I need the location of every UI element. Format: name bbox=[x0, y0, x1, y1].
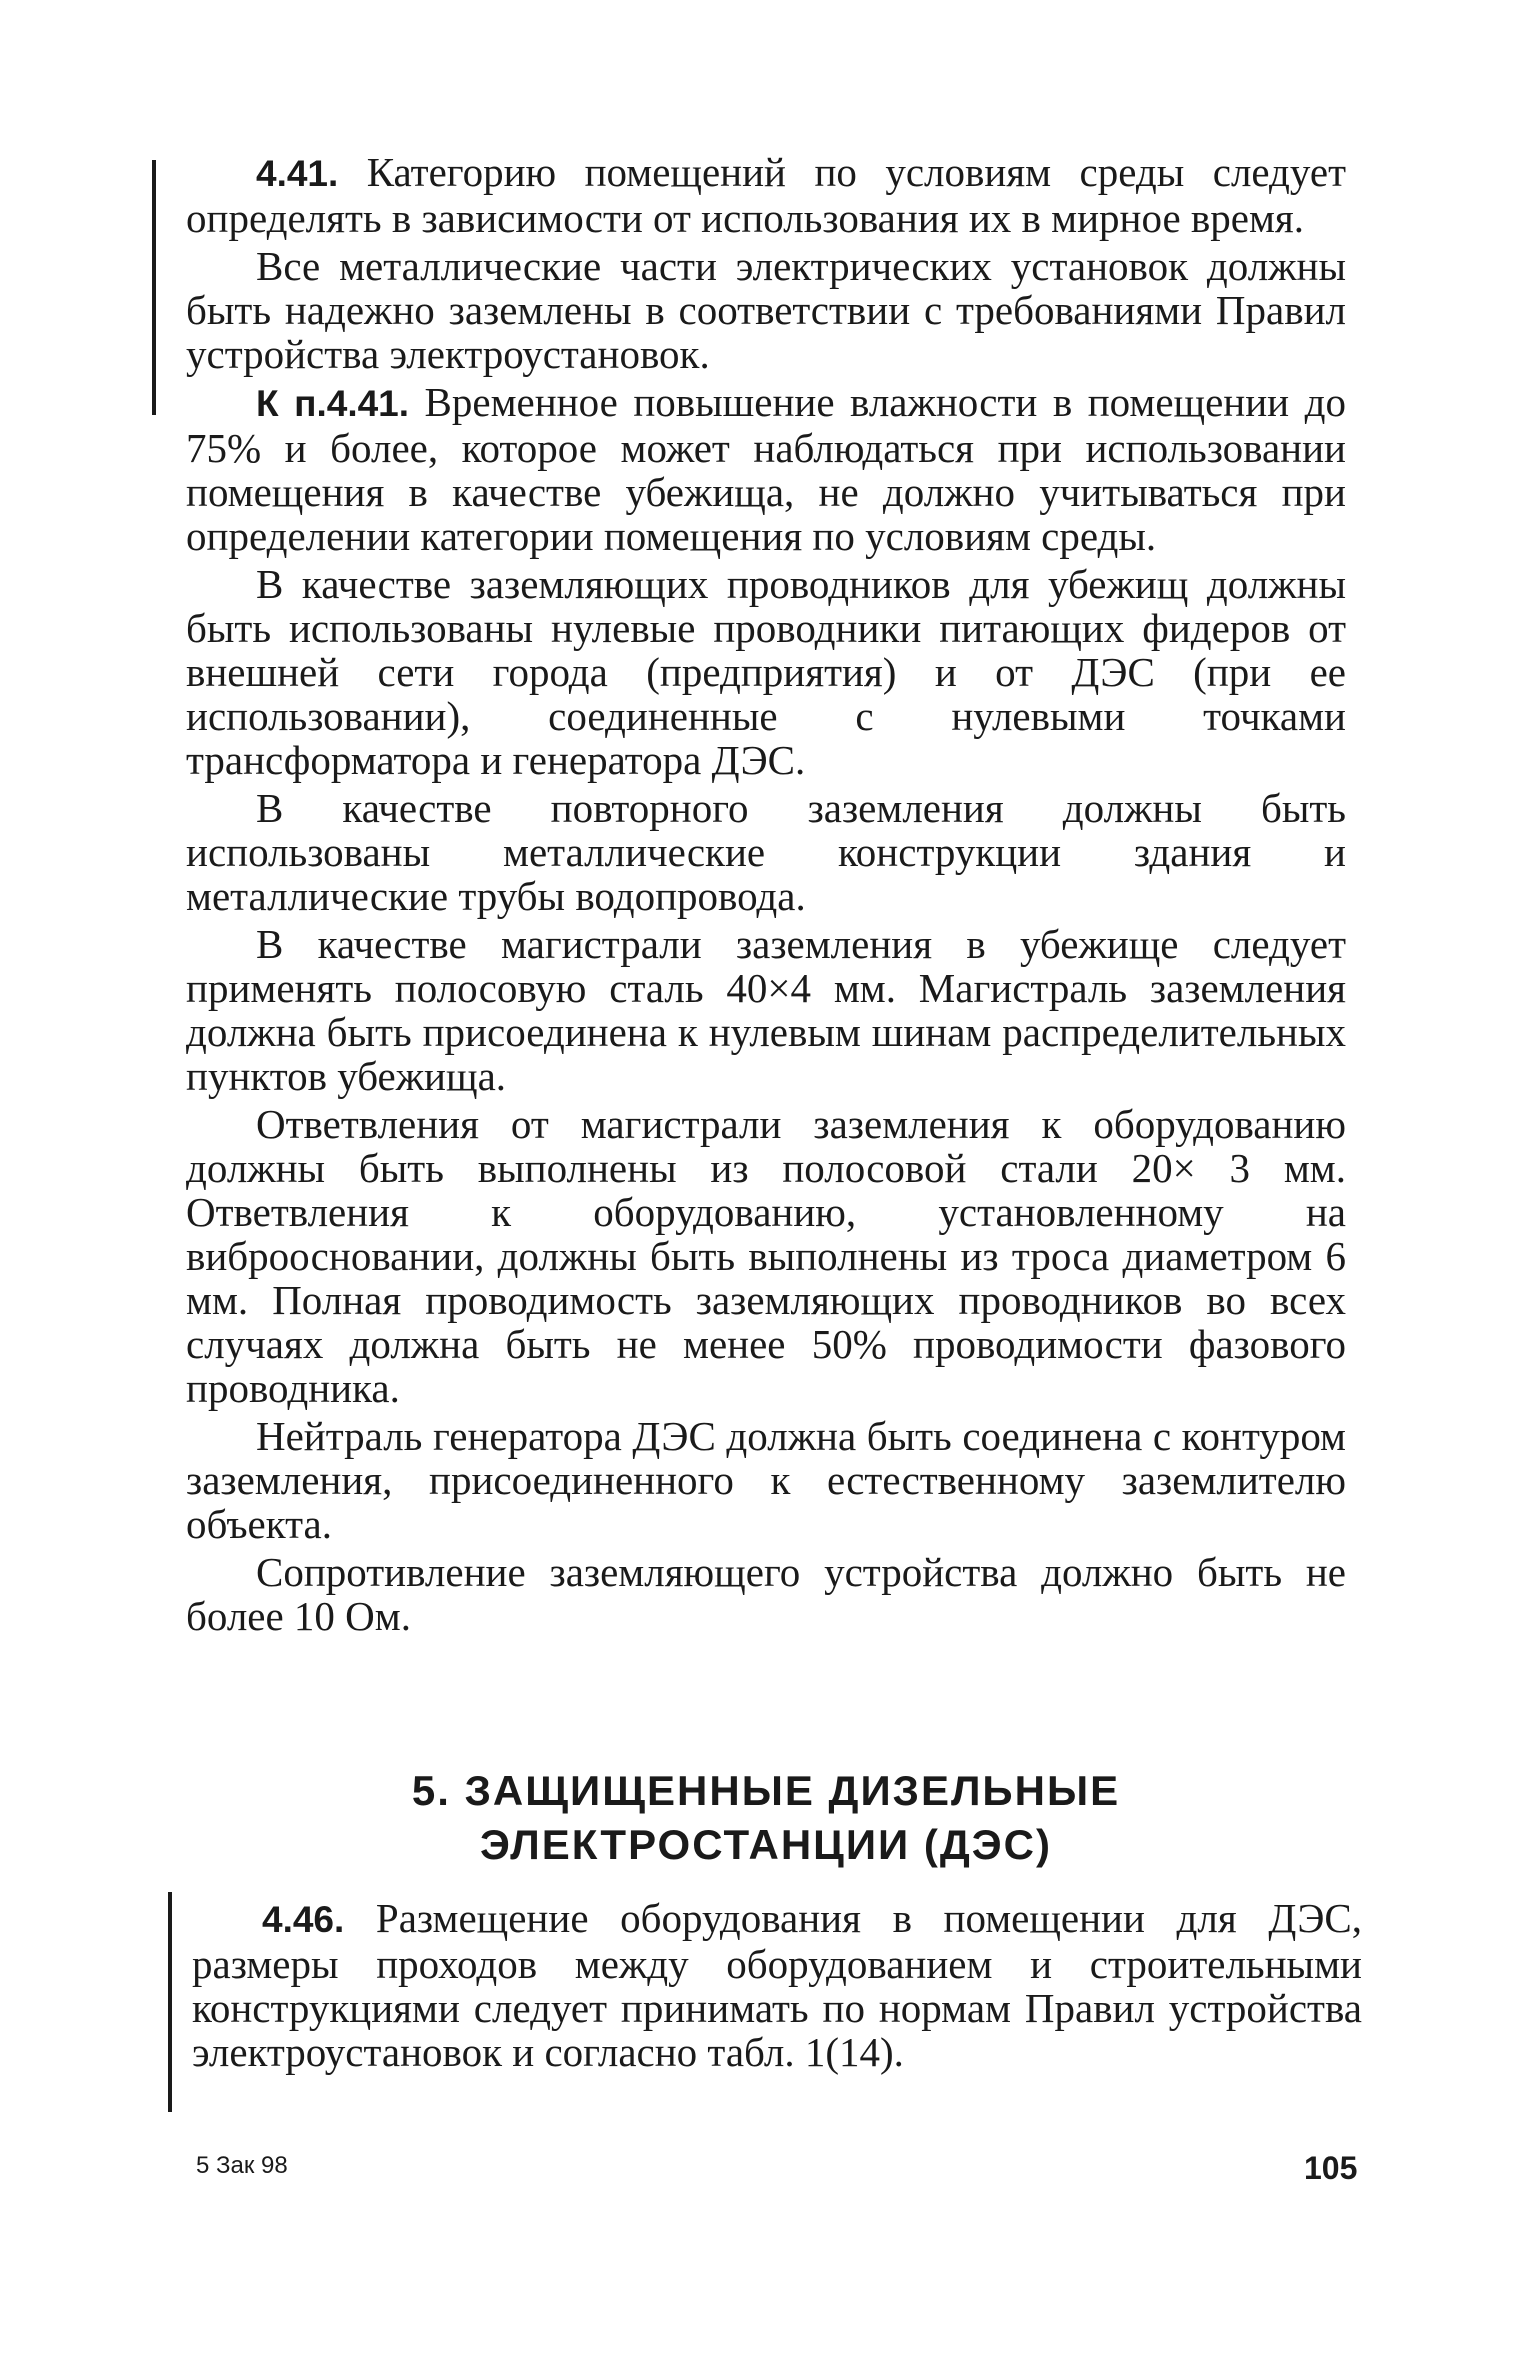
paragraph-text: Все металлические части электрических установок должны быть надежно заземлены в соответствии с требованиями Правил устройства электроустановок. bbox=[186, 243, 1346, 377]
clause-number: К п.4.41. bbox=[256, 383, 410, 424]
paragraph-text: Нейтраль генератора ДЭС должна быть соединена с контуром заземления, присоединенного к естественному заземлителю объекта. bbox=[186, 1413, 1346, 1547]
paragraph bbox=[186, 1550, 1346, 1638]
paragraph bbox=[186, 1414, 1346, 1546]
paragraph-text: В качестве магистрали заземления в убежище следует применять полосовую сталь 40×4 мм. Магистраль заземления должна быть присоединена к нулевым шинам распределительных пунктов убежища. bbox=[186, 921, 1346, 1099]
section-heading-line: ЭЛЕКТРОСТАНЦИИ (ДЭС) bbox=[479, 1821, 1052, 1868]
paragraph-text: Ответвления от магистрали заземления к оборудованию должны быть выполнены из полосовой стали 20× 3 мм. Ответвления к оборудованию, установленному на виброосновании, должны быть выполнены из троса диаметром 6 мм. Полная проводимость заземляющих проводников во всех случаях должна быть не менее 50% проводимости фазового проводника. bbox=[186, 1101, 1346, 1411]
printer-mark: 5 Зак 98 bbox=[196, 2152, 288, 2179]
paragraph-text: Категорию помещений по условиям среды следует определять в зависимости от использования их в мирное время. bbox=[186, 149, 1346, 241]
paragraph bbox=[186, 1102, 1346, 1410]
paragraph-text: В качестве повторного заземления должны быть использованы металлические конструкции здания и металлические трубы водопровода. bbox=[186, 785, 1346, 919]
paragraph-text: Временное повышение влажности в помещении до 75% и более, которое может наблюдаться при использовании помещения в качестве убежища, не должно учитываться при определении категории помещения по условиям среды. bbox=[186, 379, 1346, 559]
body-text-bottom bbox=[192, 1896, 1362, 2078]
body-text-top bbox=[186, 150, 1346, 1642]
paragraph-text: Сопротивление заземляющего устройства должно быть не более 10 Ом. bbox=[186, 1549, 1346, 1639]
change-marker-bar bbox=[152, 160, 156, 415]
section-heading bbox=[186, 1764, 1346, 1872]
page-number: 105 bbox=[1304, 2150, 1358, 2186]
paragraph bbox=[186, 786, 1346, 918]
change-marker-bar bbox=[168, 1892, 172, 2112]
section-heading-line: 5. ЗАЩИЩЕННЫЕ ДИЗЕЛЬНЫЕ bbox=[411, 1767, 1121, 1814]
paragraph bbox=[186, 562, 1346, 782]
paragraph bbox=[186, 244, 1346, 376]
paragraph bbox=[192, 1896, 1362, 2074]
paragraph bbox=[186, 380, 1346, 558]
paragraph bbox=[186, 150, 1346, 240]
paragraph-text: Размещение оборудования в помещении для ДЭС, размеры проходов между оборудованием и строительными конструкциями следует принимать по нормам Правил устройства электроустановок и согласно табл. 1(14). bbox=[192, 1895, 1362, 2075]
clause-number: 4.41. bbox=[256, 153, 339, 194]
paragraph bbox=[186, 922, 1346, 1098]
clause-number: 4.46. bbox=[262, 1899, 345, 1940]
paragraph-text: В качестве заземляющих проводников для убежищ должны быть использованы нулевые проводники питающих фидеров от внешней сети города (предприятия) и от ДЭС (при ее использовании), соединенные с нулевыми точками трансформатора и генератора ДЭС. bbox=[186, 561, 1346, 783]
